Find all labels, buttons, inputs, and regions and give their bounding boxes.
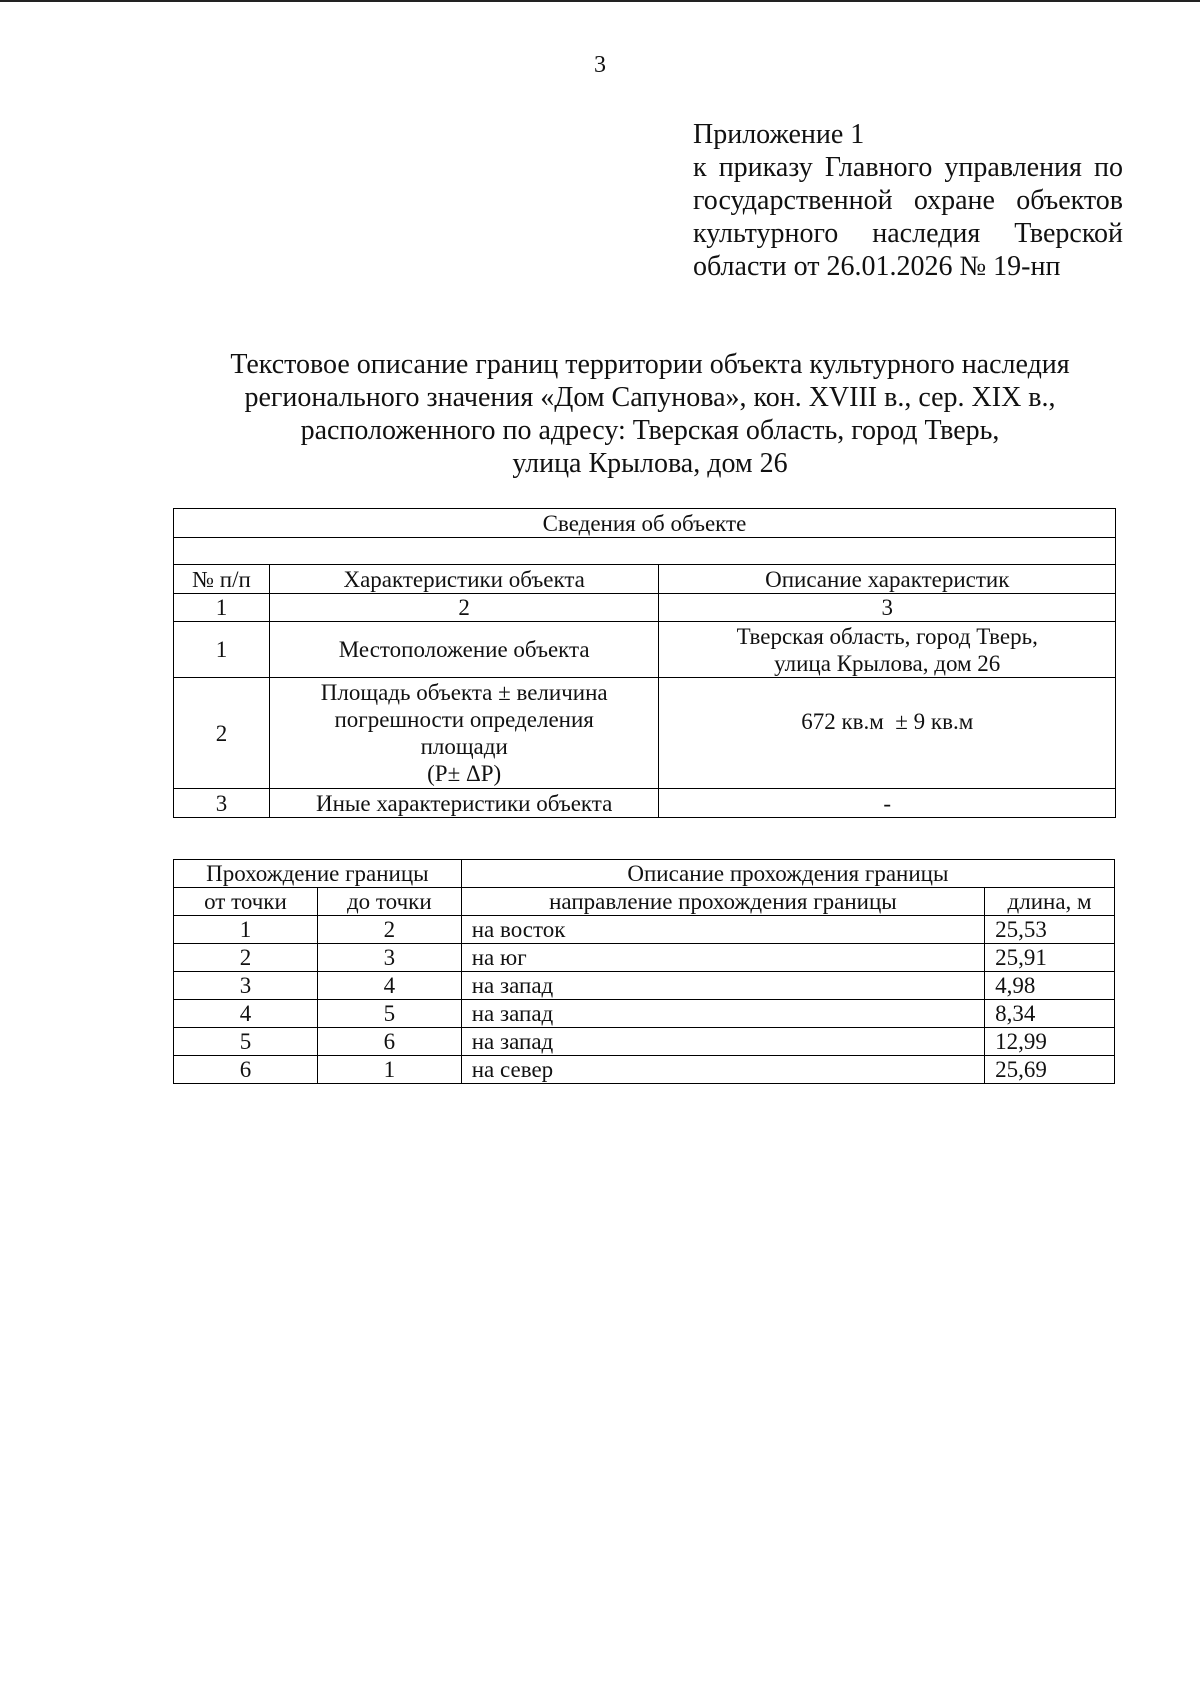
to-point: 6	[317, 1028, 461, 1056]
to-point: 3	[317, 944, 461, 972]
column-number-3: 3	[659, 594, 1116, 622]
row-1-description	[659, 622, 1116, 678]
object-info-table	[173, 508, 1116, 818]
table-row	[174, 972, 1115, 1000]
row-3-description: -	[659, 789, 1116, 818]
direction: на запад	[461, 1000, 984, 1028]
appendix-line-3: государственной охране объектов	[693, 185, 1123, 216]
direction: на юг	[461, 944, 984, 972]
to-point: 4	[317, 972, 461, 1000]
row-2-characteristic	[269, 678, 659, 789]
table-row	[174, 1028, 1115, 1056]
table-row	[174, 916, 1115, 944]
length: 25,69	[985, 1056, 1115, 1084]
row-1-description-line-2: улица Крылова, дом 26	[774, 650, 1001, 676]
column-number-1: 1	[174, 594, 270, 622]
length: 25,91	[985, 944, 1115, 972]
from-point: 5	[174, 1028, 318, 1056]
direction: на запад	[461, 972, 984, 1000]
page-number: 3	[594, 52, 606, 78]
header-direction: направление прохождения границы	[461, 888, 984, 916]
header-to-point: до точки	[317, 888, 461, 916]
to-point: 1	[317, 1056, 461, 1084]
length: 4,98	[985, 972, 1115, 1000]
direction: на запад	[461, 1028, 984, 1056]
row-1-description-line-1: Тверская область, город Тверь,	[736, 623, 1038, 649]
appendix-line-5: области от 26.01.2026 № 19-нп	[693, 251, 1061, 282]
header-from-point: от точки	[174, 888, 318, 916]
title-line-1: Текстовое описание границ территории объекта культурного наследия	[230, 349, 1070, 380]
column-number-2: 2	[269, 594, 659, 622]
table-row	[174, 1000, 1115, 1028]
boundary-table	[173, 859, 1115, 1084]
length: 12,99	[985, 1028, 1115, 1056]
title-line-4: улица Крылова, дом 26	[512, 448, 788, 479]
appendix-line-1: Приложение 1	[693, 119, 865, 150]
from-point: 3	[174, 972, 318, 1000]
header-length: длина, м	[985, 888, 1115, 916]
header-description: Описание характеристик	[659, 565, 1116, 594]
title-line-2: регионального значения «Дом Сапунова», кон. XVIII в., сер. XIX в.,	[244, 382, 1056, 413]
header-characteristic: Характеристики объекта	[269, 565, 659, 594]
row-2-characteristic-line-4: (P± ΔP)	[427, 761, 502, 786]
row-3-characteristic: Иные характеристики объекта	[269, 789, 659, 818]
row-2-num: 2	[174, 678, 270, 789]
table-row	[174, 1056, 1115, 1084]
header-passage: Прохождение границы	[174, 860, 462, 888]
header-num: № п/п	[174, 565, 270, 594]
direction: на север	[461, 1056, 984, 1084]
row-1-characteristic: Местоположение объекта	[269, 622, 659, 678]
length: 8,34	[985, 1000, 1115, 1028]
direction: на восток	[461, 916, 984, 944]
length: 25,53	[985, 916, 1115, 944]
row-3-num: 3	[174, 789, 270, 818]
from-point: 6	[174, 1056, 318, 1084]
appendix-header	[693, 118, 1123, 283]
row-2-characteristic-line-1: Площадь объекта ± величина	[320, 680, 608, 705]
to-point: 5	[317, 1000, 461, 1028]
row-2-characteristic-line-3: площади	[420, 734, 508, 759]
to-point: 2	[317, 916, 461, 944]
row-2-description: 672 кв.м ± 9 кв.м	[659, 678, 1116, 789]
document-title	[160, 348, 1140, 480]
appendix-line-4: культурного наследия Тверской	[693, 218, 1123, 249]
info-table-empty-row	[174, 538, 1116, 565]
appendix-line-2: к приказу Главного управления по	[693, 152, 1123, 183]
page-top-edge	[0, 0, 1200, 2]
from-point: 4	[174, 1000, 318, 1028]
from-point: 2	[174, 944, 318, 972]
info-table-caption: Сведения об объекте	[174, 509, 1116, 538]
from-point: 1	[174, 916, 318, 944]
row-1-num: 1	[174, 622, 270, 678]
table-row	[174, 944, 1115, 972]
title-line-3: расположенного по адресу: Тверская область, город Тверь,	[300, 415, 1000, 446]
row-2-characteristic-line-2: погрешности определения	[334, 707, 594, 732]
header-passage-description: Описание прохождения границы	[461, 860, 1114, 888]
